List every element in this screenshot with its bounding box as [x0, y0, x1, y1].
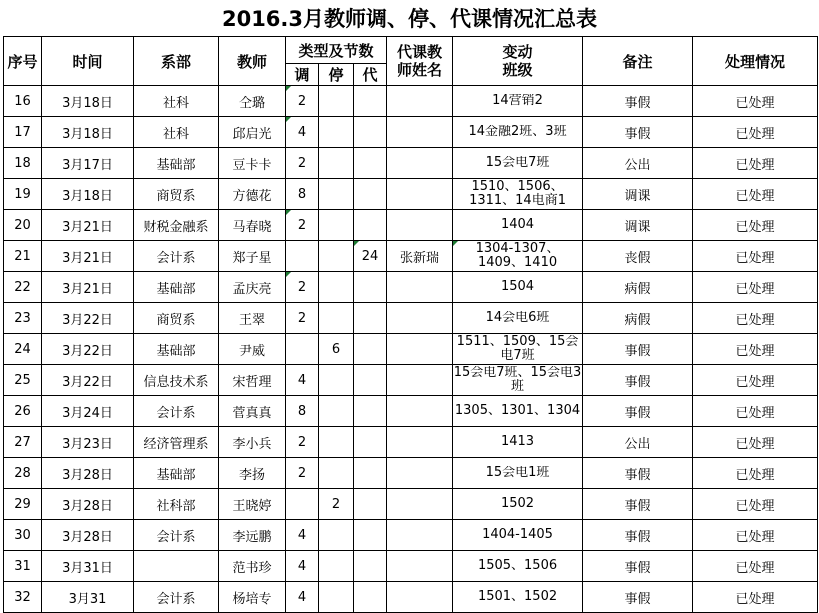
- class-change-text: 1511、1509、15会电7班: [456, 335, 579, 363]
- cell-dept: 会计系: [134, 582, 219, 613]
- class-change-text: 15会电1班: [485, 466, 550, 480]
- cell-time: 3月18日: [42, 86, 134, 117]
- cell-teacher: 李远鹏: [219, 520, 286, 551]
- cell-time: 3月31: [42, 582, 134, 613]
- cell-dai: [354, 148, 387, 179]
- cell-tiao: 2: [286, 427, 319, 458]
- cell-seq: 20: [4, 210, 42, 241]
- cell-tiao: 4: [286, 582, 319, 613]
- cell-remark: 事假: [583, 582, 693, 613]
- cell-sub-teacher: [387, 210, 453, 241]
- cell-handling: 已处理: [693, 396, 818, 427]
- table-row: [4, 396, 818, 427]
- cell-time: 3月22日: [42, 303, 134, 334]
- cell-dept: 基础部: [134, 272, 219, 303]
- cell-handling: 已处理: [693, 148, 818, 179]
- class-change-text: 14营销2: [492, 94, 543, 108]
- cell-dai: [354, 117, 387, 148]
- cell-class-change: [453, 86, 583, 117]
- cell-remark: 病假: [583, 303, 693, 334]
- header-seq: 序号: [4, 37, 42, 86]
- cell-ting: [319, 117, 354, 148]
- cell-remark: 事假: [583, 117, 693, 148]
- cell-sub-teacher: [387, 458, 453, 489]
- cell-dai: [354, 427, 387, 458]
- cell-ting: [319, 210, 354, 241]
- cell-class-change: [453, 582, 583, 613]
- table-row: [4, 365, 818, 396]
- cell-remark: 事假: [583, 365, 693, 396]
- cell-time: 3月22日: [42, 365, 134, 396]
- class-change-text: 1404: [500, 218, 535, 232]
- cell-time: 3月22日: [42, 334, 134, 365]
- cell-ting: [319, 427, 354, 458]
- header-type-ting: 停: [319, 64, 354, 86]
- cell-sub-teacher: [387, 334, 453, 365]
- cell-remark: 事假: [583, 520, 693, 551]
- table-row: [4, 117, 818, 148]
- cell-class-change: [453, 334, 583, 365]
- class-change-text: 1404-1405: [482, 528, 553, 542]
- cell-class-change: [453, 520, 583, 551]
- table-row: [4, 272, 818, 303]
- cell-seq: 19: [4, 179, 42, 210]
- cell-dept: 基础部: [134, 148, 219, 179]
- sheet-title: 2016.3月教师调、停、代课情况汇总表: [221, 7, 598, 31]
- header-sub-teacher: [387, 37, 453, 86]
- cell-time: 3月21日: [42, 241, 134, 272]
- cell-dept: 会计系: [134, 520, 219, 551]
- cell-time: 3月21日: [42, 272, 134, 303]
- header-type-dai: 代: [354, 64, 387, 86]
- cell-time: 3月28日: [42, 458, 134, 489]
- cell-tiao: 4: [286, 117, 319, 148]
- cell-remark: 事假: [583, 86, 693, 117]
- cell-dept: 商贸系: [134, 303, 219, 334]
- cell-sub-teacher: [387, 582, 453, 613]
- cell-tiao: 4: [286, 365, 319, 396]
- cell-dept: 会计系: [134, 241, 219, 272]
- cell-class-change: [453, 365, 583, 396]
- cell-dai: [354, 365, 387, 396]
- cell-dai: 24: [354, 241, 387, 272]
- cell-handling: 已处理: [693, 272, 818, 303]
- cell-sub-teacher: [387, 179, 453, 210]
- cell-tiao: 2: [286, 303, 319, 334]
- cell-tiao: 2: [286, 210, 319, 241]
- cell-class-change: [453, 272, 583, 303]
- table-row: [4, 458, 818, 489]
- cell-dai: [354, 210, 387, 241]
- cell-remark: 事假: [583, 396, 693, 427]
- cell-tiao: 2: [286, 86, 319, 117]
- cell-dept: 商贸系: [134, 179, 219, 210]
- cell-handling: 已处理: [693, 334, 818, 365]
- cell-dai: [354, 303, 387, 334]
- summary-table: [3, 36, 818, 613]
- cell-teacher: 李小兵: [219, 427, 286, 458]
- cell-sub-teacher: [387, 489, 453, 520]
- cell-dept: 社科: [134, 117, 219, 148]
- cell-teacher: 王翠: [219, 303, 286, 334]
- cell-seq: 31: [4, 551, 42, 582]
- cell-class-change: [453, 396, 583, 427]
- cell-teacher: 豆卡卡: [219, 148, 286, 179]
- class-change-text: 1305、1301、1304: [454, 404, 581, 418]
- cell-ting: [319, 86, 354, 117]
- cell-handling: 已处理: [693, 117, 818, 148]
- cell-ting: [319, 148, 354, 179]
- cell-remark: 事假: [583, 551, 693, 582]
- cell-ting: [319, 520, 354, 551]
- cell-handling: 已处理: [693, 241, 818, 272]
- header-remark: 备注: [583, 37, 693, 86]
- class-change-text: 14金融2班、3班: [468, 125, 567, 139]
- table-row: [4, 582, 818, 613]
- class-change-text: 1502: [500, 497, 535, 511]
- cell-ting: 2: [319, 489, 354, 520]
- cell-dai: [354, 551, 387, 582]
- cell-tiao: [286, 334, 319, 365]
- cell-seq: 22: [4, 272, 42, 303]
- table-header: [4, 37, 818, 86]
- cell-ting: [319, 241, 354, 272]
- class-change-text: 15会电7班: [485, 156, 550, 170]
- cell-ting: [319, 458, 354, 489]
- cell-ting: 6: [319, 334, 354, 365]
- cell-dept: 财税金融系: [134, 210, 219, 241]
- cell-dai: [354, 396, 387, 427]
- header-class-change: [453, 37, 583, 86]
- class-change-text: 1413: [500, 435, 535, 449]
- header-type-tiao: 调: [286, 64, 319, 86]
- cell-seq: 18: [4, 148, 42, 179]
- class-change-text: 1505、1506: [477, 559, 558, 573]
- cell-dai: [354, 272, 387, 303]
- cell-sub-teacher: [387, 148, 453, 179]
- cell-ting: [319, 303, 354, 334]
- cell-teacher: 仝璐: [219, 86, 286, 117]
- cell-handling: 已处理: [693, 86, 818, 117]
- cell-dai: [354, 582, 387, 613]
- cell-teacher: 邱启光: [219, 117, 286, 148]
- cell-handling: 已处理: [693, 520, 818, 551]
- cell-seq: 23: [4, 303, 42, 334]
- cell-sub-teacher: [387, 396, 453, 427]
- class-change-text: 1504: [500, 280, 535, 294]
- cell-seq: 28: [4, 458, 42, 489]
- header-teacher: 教师: [219, 37, 286, 86]
- cell-teacher: 郑子星: [219, 241, 286, 272]
- table-row: [4, 210, 818, 241]
- class-change-text: 15会电7班、15会电3班: [453, 366, 582, 394]
- cell-tiao: 4: [286, 551, 319, 582]
- cell-seq: 25: [4, 365, 42, 396]
- cell-dept: 社科部: [134, 489, 219, 520]
- cell-class-change: [453, 148, 583, 179]
- cell-seq: 27: [4, 427, 42, 458]
- cell-dept: 信息技术系: [134, 365, 219, 396]
- cell-handling: 已处理: [693, 210, 818, 241]
- cell-handling: 已处理: [693, 427, 818, 458]
- header-class-change-label: 变动班级: [502, 43, 533, 79]
- cell-tiao: 2: [286, 148, 319, 179]
- cell-teacher: 方德花: [219, 179, 286, 210]
- cell-ting: [319, 179, 354, 210]
- cell-remark: 公出: [583, 148, 693, 179]
- cell-class-change: [453, 489, 583, 520]
- cell-time: 3月28日: [42, 520, 134, 551]
- cell-ting: [319, 396, 354, 427]
- class-change-text: 1304-1307、1409、1410: [475, 242, 560, 270]
- cell-class-change: [453, 551, 583, 582]
- header-time: 时间: [42, 37, 134, 86]
- cell-time: 3月17日: [42, 148, 134, 179]
- cell-class-change: [453, 117, 583, 148]
- cell-tiao: 8: [286, 179, 319, 210]
- cell-teacher: 马春晓: [219, 210, 286, 241]
- class-change-text: 1501、1502: [477, 590, 558, 604]
- class-change-text: 14会电6班: [485, 311, 550, 325]
- cell-dept: 社科: [134, 86, 219, 117]
- cell-seq: 29: [4, 489, 42, 520]
- cell-dai: [354, 86, 387, 117]
- table-row: [4, 427, 818, 458]
- cell-ting: [319, 272, 354, 303]
- cell-dai: [354, 334, 387, 365]
- header-dept: 系部: [134, 37, 219, 86]
- table-row: [4, 520, 818, 551]
- cell-sub-teacher: [387, 272, 453, 303]
- cell-seq: 21: [4, 241, 42, 272]
- cell-dept: 基础部: [134, 458, 219, 489]
- cell-teacher: 范书珍: [219, 551, 286, 582]
- table-row: [4, 148, 818, 179]
- cell-remark: 调课: [583, 210, 693, 241]
- cell-dept: 基础部: [134, 334, 219, 365]
- table-row: [4, 334, 818, 365]
- cell-tiao: 8: [286, 396, 319, 427]
- cell-seq: 26: [4, 396, 42, 427]
- cell-handling: 已处理: [693, 582, 818, 613]
- cell-remark: 事假: [583, 334, 693, 365]
- cell-dept: [134, 551, 219, 582]
- table-row: [4, 551, 818, 582]
- cell-teacher: 杨培专: [219, 582, 286, 613]
- cell-sub-teacher: [387, 520, 453, 551]
- cell-remark: 公出: [583, 427, 693, 458]
- cell-tiao: [286, 489, 319, 520]
- table-body: [4, 86, 818, 613]
- header-type-group: 类型及节数: [286, 37, 387, 64]
- cell-teacher: 王晓婷: [219, 489, 286, 520]
- table-row: [4, 241, 818, 272]
- cell-time: 3月18日: [42, 117, 134, 148]
- cell-tiao: 2: [286, 458, 319, 489]
- cell-handling: 已处理: [693, 551, 818, 582]
- cell-sub-teacher: 张新瑞: [387, 241, 453, 272]
- cell-teacher: 孟庆亮: [219, 272, 286, 303]
- cell-seq: 17: [4, 117, 42, 148]
- cell-dai: [354, 489, 387, 520]
- cell-class-change: [453, 210, 583, 241]
- cell-time: 3月23日: [42, 427, 134, 458]
- cell-teacher: 李扬: [219, 458, 286, 489]
- cell-sub-teacher: [387, 427, 453, 458]
- cell-seq: 24: [4, 334, 42, 365]
- cell-dai: [354, 520, 387, 551]
- cell-dai: [354, 179, 387, 210]
- table-row: [4, 86, 818, 117]
- cell-seq: 30: [4, 520, 42, 551]
- cell-seq: 16: [4, 86, 42, 117]
- cell-ting: [319, 365, 354, 396]
- cell-teacher: 宋哲理: [219, 365, 286, 396]
- cell-remark: 调课: [583, 179, 693, 210]
- cell-remark: 丧假: [583, 241, 693, 272]
- cell-sub-teacher: [387, 86, 453, 117]
- cell-teacher: 菅真真: [219, 396, 286, 427]
- cell-handling: 已处理: [693, 489, 818, 520]
- cell-time: 3月18日: [42, 179, 134, 210]
- cell-sub-teacher: [387, 551, 453, 582]
- cell-class-change: [453, 303, 583, 334]
- cell-sub-teacher: [387, 365, 453, 396]
- cell-sub-teacher: [387, 303, 453, 334]
- cell-dept: 经济管理系: [134, 427, 219, 458]
- header-handling: 处理情况: [693, 37, 818, 86]
- cell-time: 3月28日: [42, 489, 134, 520]
- cell-class-change: [453, 427, 583, 458]
- cell-class-change: [453, 179, 583, 210]
- cell-dai: [354, 458, 387, 489]
- cell-remark: 事假: [583, 489, 693, 520]
- table-row: [4, 303, 818, 334]
- cell-ting: [319, 551, 354, 582]
- cell-ting: [319, 582, 354, 613]
- cell-handling: 已处理: [693, 458, 818, 489]
- cell-dept: 会计系: [134, 396, 219, 427]
- cell-tiao: 2: [286, 272, 319, 303]
- cell-time: 3月21日: [42, 210, 134, 241]
- cell-tiao: 4: [286, 520, 319, 551]
- cell-time: 3月31日: [42, 551, 134, 582]
- cell-remark: 病假: [583, 272, 693, 303]
- cell-sub-teacher: [387, 117, 453, 148]
- class-change-text: 1510、1506、1311、14电商1: [469, 180, 566, 208]
- cell-handling: 已处理: [693, 365, 818, 396]
- header-sub-teacher-label: 代课教师姓名: [397, 43, 443, 79]
- cell-class-change: [453, 458, 583, 489]
- cell-class-change: [453, 241, 583, 272]
- cell-tiao: [286, 241, 319, 272]
- cell-teacher: 尹威: [219, 334, 286, 365]
- cell-remark: 事假: [583, 458, 693, 489]
- table-row: [4, 179, 818, 210]
- cell-handling: 已处理: [693, 179, 818, 210]
- cell-time: 3月24日: [42, 396, 134, 427]
- cell-seq: 32: [4, 582, 42, 613]
- table-row: [4, 489, 818, 520]
- cell-handling: 已处理: [693, 303, 818, 334]
